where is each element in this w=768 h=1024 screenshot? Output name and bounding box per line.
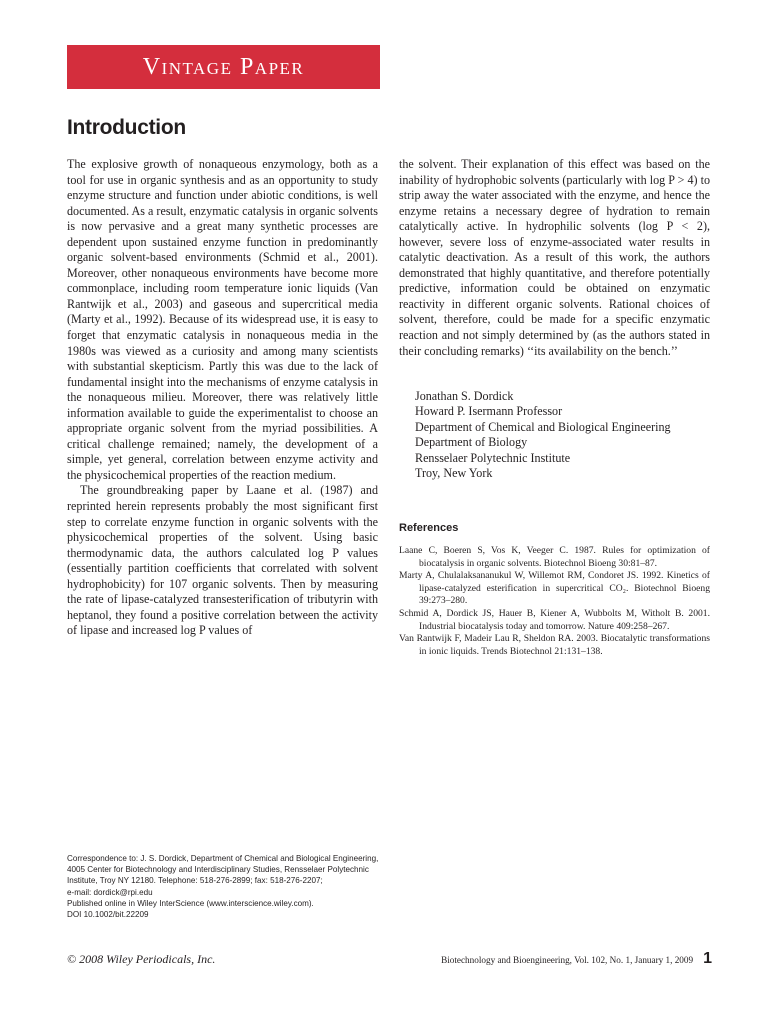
author-title: Howard P. Isermann Professor: [415, 404, 563, 419]
left-column: [67, 157, 378, 639]
series-banner: Vintage Paper: [67, 45, 380, 89]
reference-item: Marty A, Chulalaksananukul W, Willemot RM, Condoret JS. 1992. Kinetics of lipase-catalyzed esterification in supercritical CO₂. Biotechnol Bioeng 39:273–280.: [399, 570, 710, 607]
author-department: Department of Biology: [415, 435, 528, 450]
journal-footer: [440, 950, 712, 968]
correspondence-line: 4005 Center for Biotechnology and Interdisciplinary Studies, Rensselaer Polytechnic: [67, 865, 369, 875]
publication-line: Published online in Wiley InterScience (www.interscience.wiley.com).: [67, 898, 314, 908]
section-heading: Introduction: [67, 116, 186, 139]
reference-item: Van Rantwijk F, Madeir Lau R, Sheldon RA. 2003. Biocatalytic transformations in ionic liquids. Trends Biotechnol 21:131–138.: [399, 633, 710, 657]
references-list: [399, 545, 710, 658]
doi-line: DOI 10.1002/bit.22209: [67, 910, 149, 920]
paragraph: the solvent. Their explanation of this effect was based on the inability of hydrophobic solvents (particularly with log P > 4) to strip away the water associated with the enzyme, and hence the enzyme retains a necessary degree of hydration to remain catalytically active. In hydrophilic solvents (log P < 2), however, severe loss of enzyme-associated water results in catalytic deactivation. As a result of this work, the authors demonstrated that highly quantitative, and therefore potentially predictive, information could be obtained on enzymatic reactivity in different organic solvents. Rational choices of solvent, therefore, could be made for a specific enzymatic reaction and not simply determined by (as the authors stated in their concluding remarks) ‘‘its availability on the bench.’’: [399, 157, 710, 358]
page-number: 1: [703, 950, 712, 967]
right-column: [399, 157, 710, 359]
author-location: Troy, New York: [415, 466, 493, 481]
paragraph: The groundbreaking paper by Laane et al. (1987) and reprinted herein represents probably the most significant first step to correlate enzyme function in organic solvents with the physicochemical properties of the solvent. Using basic thermodynamic data, the authors calculated log P values (essentially partition coefficients that correlated with solvent hydrophobicity) for 107 organic solvents. Then by measuring the rate of lipase-catalyzed transesterification of tributyrin with heptanol, they found a positive correlation between the activity of lipase and increased log P values of: [67, 483, 378, 638]
paragraph: The explosive growth of nonaqueous enzymology, both as a tool for use in organic synthesis and as an opportunity to study enzyme structure and function under abiotic conditions, is well documented. As a result, enzymatic catalysis in organic solvents is now pervasive and a great many synthetic processes are dependent upon sustained enzyme function in predominantly organic solvent-based environments (Schmid et al., 2001). Moreover, other nonaqueous environments have become more commonplace, including room temperature ionic liquids (Van Rantwijk et al., 2003) and gaseous and supercritical media (Marty et al., 1992). Because of its widespread use, it is easy to forget that enzymatic catalysis in nonaqueous media in the 1980s was viewed as a curiosity and among many scientists with substantial skepticism. Partly this was due to the lack of fundamental insight into the mechanisms of enzyme catalysis in the nonaqueous milieu. Moreover, there was relatively little information available to guide the experimentalist to choose an appropriate organic solvent from the myriad possibilities. A critical challenge remained; namely, the development of a simple, yet general, correlation between enzyme activity and the physicochemical properties of the reaction medium.: [67, 157, 378, 482]
author-name: Jonathan S. Dordick: [415, 389, 514, 403]
correspondence-note: [67, 853, 387, 920]
references-heading: References: [399, 522, 459, 534]
author-institution: Rensselaer Polytechnic Institute: [415, 450, 571, 465]
reference-item: Laane C, Boeren S, Vos K, Veeger C. 1987. Rules for optimization of biocatalysis in organic solvents. Biotechnol Bioeng 30:81–87.: [399, 545, 710, 569]
email-line: e-mail: dordick@rpi.edu: [67, 887, 153, 897]
copyright-notice: © 2008 Wiley Periodicals, Inc.: [67, 952, 216, 966]
author-signature: [415, 389, 671, 481]
journal-citation: Biotechnology and Bioengineering, Vol. 102, No. 1, January 1, 2009: [441, 955, 694, 965]
reference-item: Schmid A, Dordick JS, Hauer B, Kiener A, Wubbolts M, Witholt B. 2001. Industrial biocatalysis today and tomorrow. Nature 409:258–267.: [399, 607, 710, 632]
author-department: Department of Chemical and Biological Engineering: [415, 419, 671, 434]
correspondence-line: Correspondence to: J. S. Dordick, Department of Chemical and Biological Engineering,: [67, 854, 379, 863]
correspondence-line: Institute, Troy NY 12180. Telephone: 518-276-2899; fax: 518-276-2207;: [67, 876, 323, 886]
